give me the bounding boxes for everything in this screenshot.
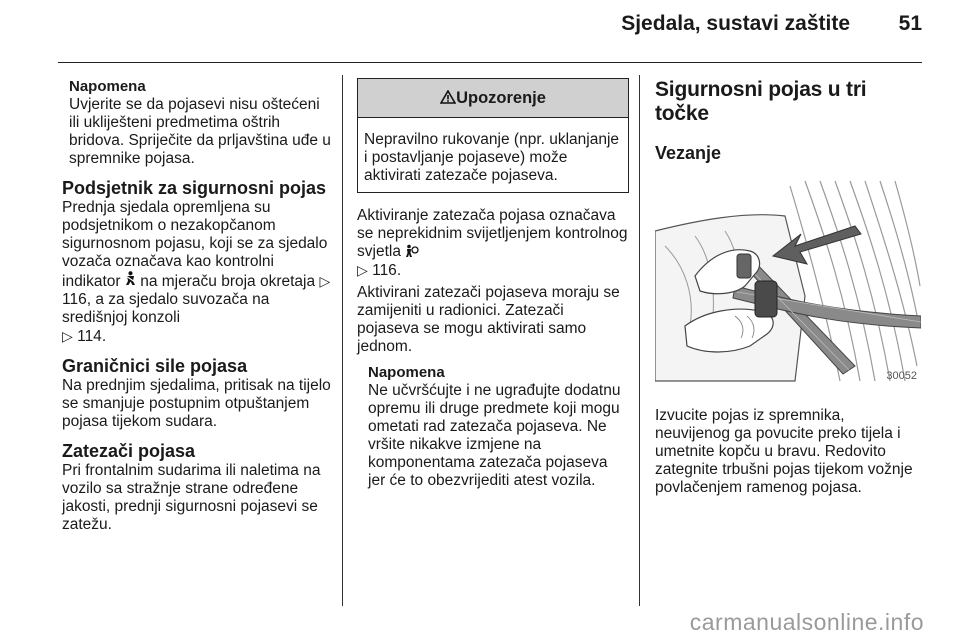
paragraph-replacement: Aktivirani zatezači pojaseva moraju se zamijeniti u radionici. Zatezači pojaseva se mogu aktivirati samo jednom. bbox=[357, 284, 620, 355]
note-title: Napomena bbox=[368, 364, 445, 381]
page-reference[interactable]: 114 bbox=[77, 328, 102, 345]
section-heading: Graničnici sile pojasa bbox=[62, 356, 248, 376]
paragraph-fastening-instructions: Izvucite pojas iz spremnika, neuvijenog ga povucite preko tijela i umetnite kopču u bravu. Redovito zategnite trbušni pojas tijekom vožnje povlačenjem ramenog pojasa. bbox=[655, 407, 913, 496]
warning-triangle-icon bbox=[440, 89, 456, 107]
page-reference[interactable]: 116 bbox=[372, 262, 397, 279]
page-reference[interactable]: 116 bbox=[62, 291, 87, 308]
subheading-fastening: Vezanje bbox=[655, 143, 722, 163]
paragraph-activation: Aktiviranje zatezača pojasa označava se neprekidnim svijetljenjem kontrolnog svjetla ▷ 116. bbox=[357, 207, 628, 279]
reference-arrow-icon: ▷ bbox=[62, 328, 73, 344]
column-3 bbox=[655, 78, 923, 501]
reference-arrow-icon: ▷ bbox=[319, 273, 331, 289]
note-no-modifications bbox=[357, 364, 629, 490]
page-number: 51 bbox=[898, 12, 922, 35]
figure-number: 30052 bbox=[886, 370, 917, 382]
warning-header bbox=[358, 79, 628, 118]
note-belt-damage bbox=[62, 78, 332, 168]
watermark: carmanualsonline.info bbox=[689, 609, 924, 635]
note-text: Uvjerite se da pojasevi nisu oštećeni ili ukliješteni predmetima oštrih bridova. Spriječite da prljavština uđe u spremnike pojasa. bbox=[69, 96, 331, 167]
note-text: Ne učvršćujte i ne ugrađujte dodatnu opremu ili druge predmete koji mogu ometati rad zatezača pojaseva. Ne vršite nikakve izmjene na komponentama zatezača pojaseva jer će to obezvrijediti atest vozila. bbox=[368, 382, 621, 489]
column-divider-1 bbox=[342, 75, 343, 606]
seatbelt-person-icon bbox=[125, 271, 136, 291]
header-rule bbox=[58, 62, 922, 63]
section-heading-three-point-belt: Sigurnosni pojas u tri točke bbox=[655, 78, 867, 125]
section-text: Prednja sjedala opremljena su podsjetnikom o nezakopčanom sigurnosnom pojasu, koji se za sjedalo vozača označava kao kontrolni indikator na mjeraču broja okretaja ▷ 116, a za sjedalo suvozača na središnjoj konzoli ▷ 114. bbox=[62, 199, 331, 345]
column-2 bbox=[357, 78, 629, 500]
section-text: Na prednjim sjedalima, pritisak na tijelo se smanjuje postupnim otpuštanjem pojasa tijekom sudara. bbox=[62, 377, 331, 430]
column-divider-2 bbox=[639, 75, 640, 606]
airbag-icon bbox=[405, 243, 419, 260]
warning-text: Nepravilno rukovanje (npr. uklanjanje i postavljanje pojaseve) može aktivirati zatezače pojaseva. bbox=[364, 131, 620, 184]
seatbelt-illustration bbox=[655, 176, 921, 387]
section-force-limiter bbox=[62, 356, 332, 431]
column-1 bbox=[62, 78, 332, 544]
note-title: Napomena bbox=[69, 78, 146, 95]
section-text: Pri frontalnim sudarima ili naletima na vozilo sa stražnje strane određene jakosti, prednji sigurnosni pojasevi se zatežu. bbox=[62, 462, 321, 533]
warning-title: Upozorenje bbox=[456, 89, 546, 107]
reference-arrow-icon: ▷ bbox=[357, 262, 368, 278]
section-pretensioner bbox=[62, 441, 332, 534]
warning-box bbox=[357, 78, 629, 193]
section-seatbelt-reminder bbox=[62, 178, 332, 346]
section-heading: Zatezači pojasa bbox=[62, 441, 196, 461]
page-header-title: Sjedala, sustavi zaštite bbox=[621, 12, 850, 35]
section-heading: Podsjetnik za sigurnosni pojas bbox=[62, 178, 327, 198]
